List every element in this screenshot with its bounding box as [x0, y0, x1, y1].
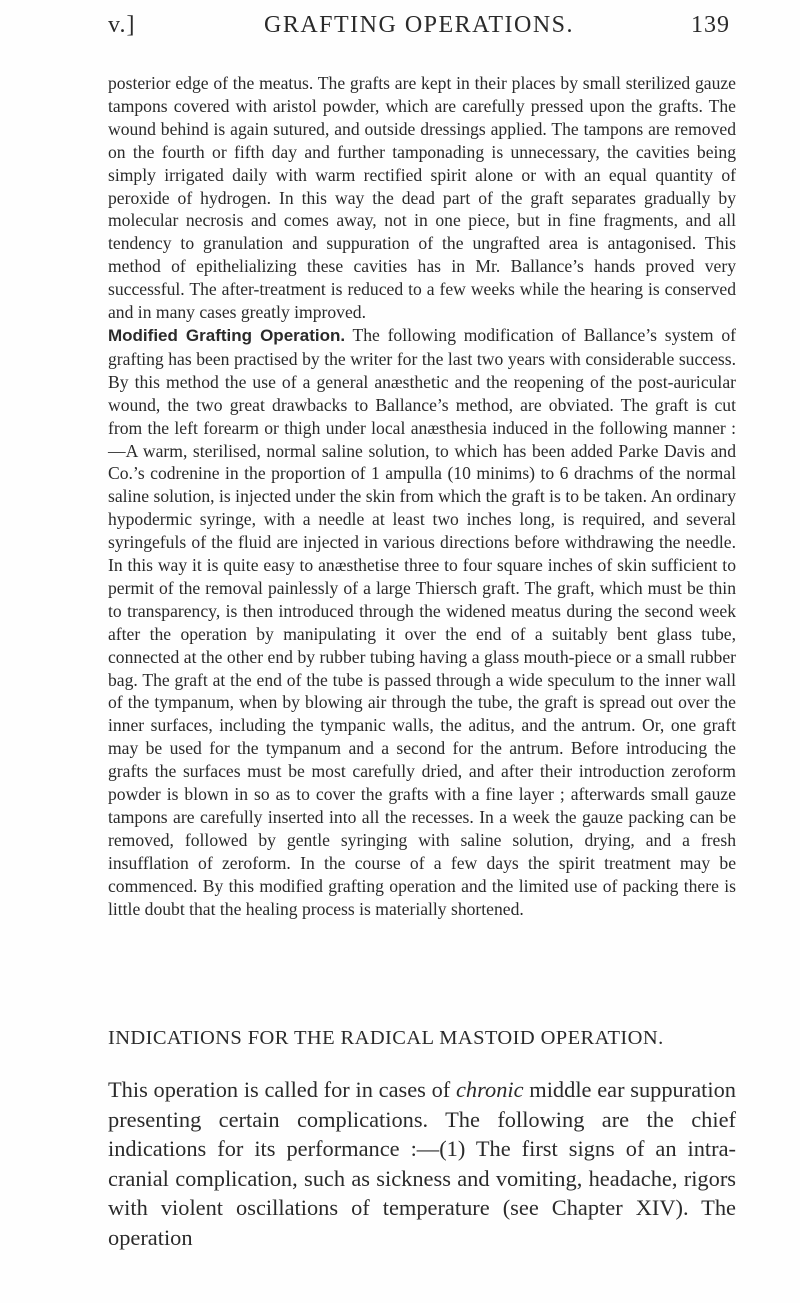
chapter-number: v.]: [108, 12, 136, 38]
section-heading: INDICATIONS FOR THE RADICAL MASTOID OPERATION.: [108, 1027, 664, 1049]
paragraph-modified-grafting: [108, 324, 736, 921]
indications-text-rest: middle ear suppuration presenting certain complications. The following are the chief indications for its performance :—(1) The first signs of an intra-cranial complication, such as sickness and vomiting, headache, rigors with violent oscillations of temperature (see Chapter XIV). The operation: [108, 1077, 736, 1250]
paragraph-indications: [108, 1075, 736, 1252]
paragraph-modified-grafting-text: The following modification of Ballance’s system of grafting has been practised by the writer for the last two years with considerable success. By this method the use of a general anæsthetic and the reopening of the post-auricular wound, the two great drawbacks to Ballance’s method, are obviated. The graft is cut from the left forearm or thigh under local anæsthesia induced in the following manner :—A warm, sterilised, normal saline solution, to which has been added Parke Davis and Co.’s codrenine in the proportion of 1 ampulla (10 minims) to 6 drachms of the normal saline solution, is injected under the skin from which the graft is to be taken. An ordinary hypodermic syringe, with a needle at least two inches long, is required, and several syringefuls of the fluid are injected in various directions before withdrawing the needle. In this way it is quite easy to anæsthetise three to four square inches of skin sufficient to permit of the removal painlessly of a large Thiersch graft. The graft, which must be thin to transparency, is then introduced through the widened meatus during the second week after the operation by manipulating it over the end of a suitably bent glass tube, connected at the other end by rubber tubing having a glass mouth-piece or a small rubber bag. The graft at the end of the tube is passed through a wide speculum to the inner wall of the tympanum, when by blowing air through the tube, the graft is spread out over the inner surfaces, including the tympanic walls, the aditus, and the antrum. Or, one graft may be used for the tympanum and a second for the antrum. Before introducing the grafts the surfaces must be most carefully dried, and after their introduction zeroform powder is blown in so as to cover the grafts with a fine layer ; afterwards small gauze tampons are carefully inserted into all the recesses. In a week the gauze packing can be removed, followed by gentle syringing with saline solution, drying, and a fresh insufflation of zeroform. In the course of a few days the spirit treatment may be commenced. By this modified grafting operation and the limited use of packing there is little doubt that the healing process is materially shortened.: [108, 324, 736, 919]
running-head: [108, 12, 730, 52]
running-title: GRAFTING OPERATIONS.: [263, 12, 575, 38]
subheading-modified-grafting: Modified Grafting Operation.: [108, 325, 346, 345]
indications-text-start: This operation is called for in cases of: [108, 1077, 456, 1102]
emphasis-chronic: chronic: [455, 1077, 524, 1102]
paragraph-tampons: posterior edge of the meatus. The grafts are kept in their places by small sterilized gauze tampons covered with aristol powder, which are carefully pressed upon the grafts. The wound behind is again sutured, and outside dressings applied. The tampons are removed on the fourth or fifth day and further tamponading is unnecessary, the cavities being simply irrigated daily with warm rectified spirit alone or with an equal quantity of peroxide of hydrogen. In this way the dead part of the graft separates gradually by molecular necrosis and comes away, not in one piece, but in fine fragments, and all tendency to granulation and suppuration of the ungrafted area is antagonised. This method of epithelializing these cavities has in Mr. Ballance’s hands proved very successful. The after-treatment is reduced to a few weeks while the hearing is conserved and in many cases greatly improved.: [108, 73, 736, 323]
page-number: 139: [691, 12, 730, 38]
body-text: [108, 72, 736, 921]
indications-text: [108, 1075, 736, 1252]
